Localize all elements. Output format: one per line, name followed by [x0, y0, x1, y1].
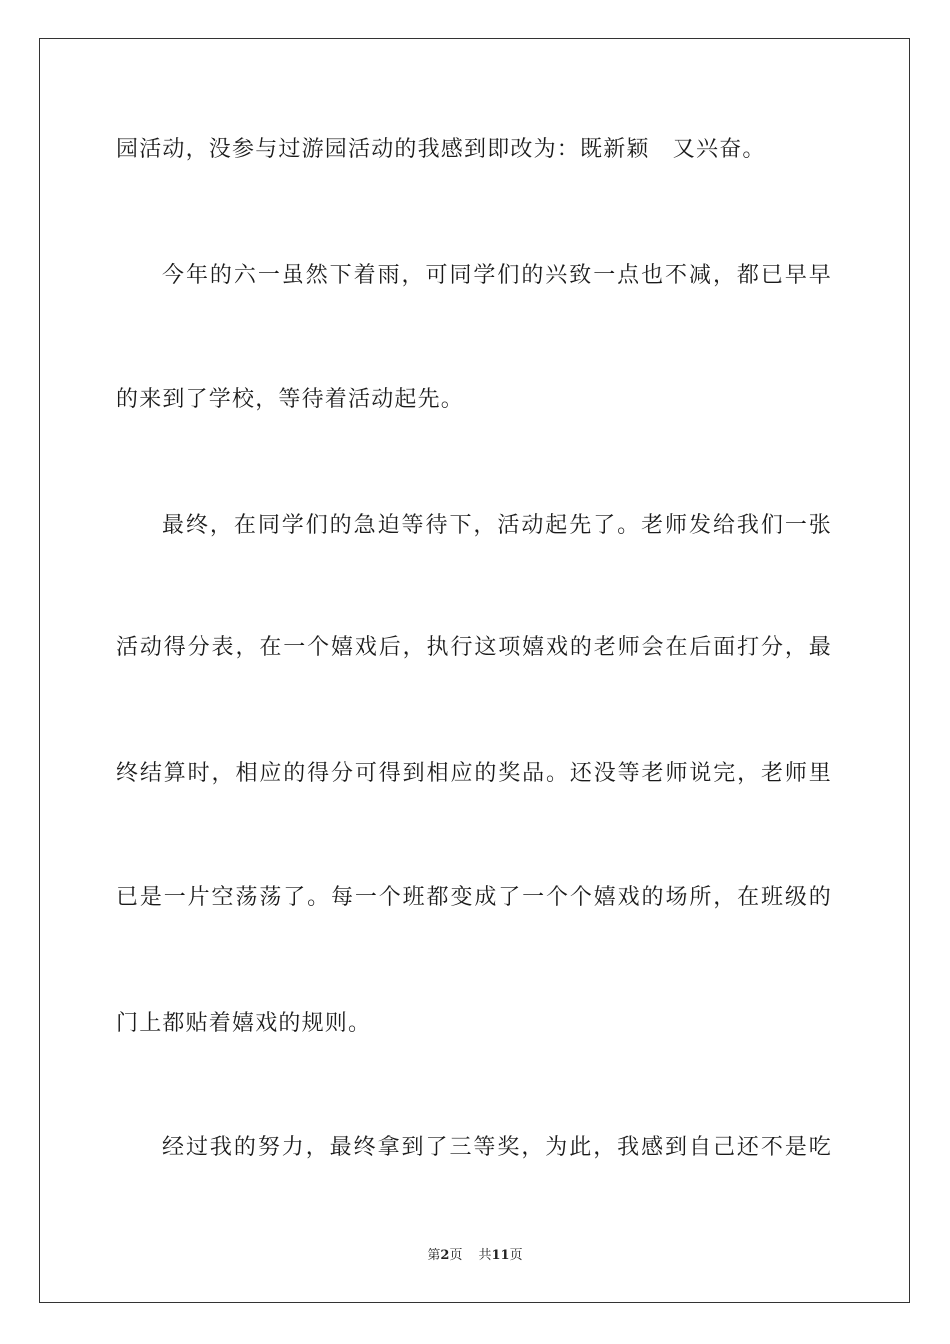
paragraph-line: 最终，在同学们的急迫等待下，活动起先了。老师发给我们一张 — [162, 513, 832, 538]
paragraph-line: 的来到了学校，等待着活动起先。 — [116, 387, 465, 412]
page-frame — [39, 38, 910, 1303]
page-footer — [0, 1247, 950, 1265]
paragraph-line: 终结算时，相应的得分可得到相应的奖品。还没等老师说完，老师里 — [116, 761, 832, 786]
total-suffix: 页 — [509, 1248, 523, 1263]
page-current: 2 — [440, 1248, 450, 1263]
page-suffix: 页 — [449, 1248, 463, 1263]
paragraph-line: 已是一片空荡荡了。每一个班都变成了一个个嬉戏的场所，在班级的 — [116, 885, 832, 910]
page-total: 11 — [491, 1248, 510, 1263]
page-prefix: 第 — [427, 1248, 441, 1263]
paragraph-line: 经过我的努力，最终拿到了三等奖，为此，我感到自己还不是吃 — [162, 1135, 832, 1160]
paragraph-line: 今年的六一虽然下着雨，可同学们的兴致一点也不减，都已早早 — [162, 263, 832, 288]
paragraph-line: 园活动，没参与过游园活动的我感到即改为：既新颖 又兴奋。 — [116, 137, 766, 162]
paragraph-line: 门上都贴着嬉戏的规则。 — [116, 1011, 372, 1036]
paragraph-line: 活动得分表，在一个嬉戏后，执行这项嬉戏的老师会在后面打分，最 — [116, 635, 832, 660]
total-prefix: 共 — [478, 1248, 492, 1263]
